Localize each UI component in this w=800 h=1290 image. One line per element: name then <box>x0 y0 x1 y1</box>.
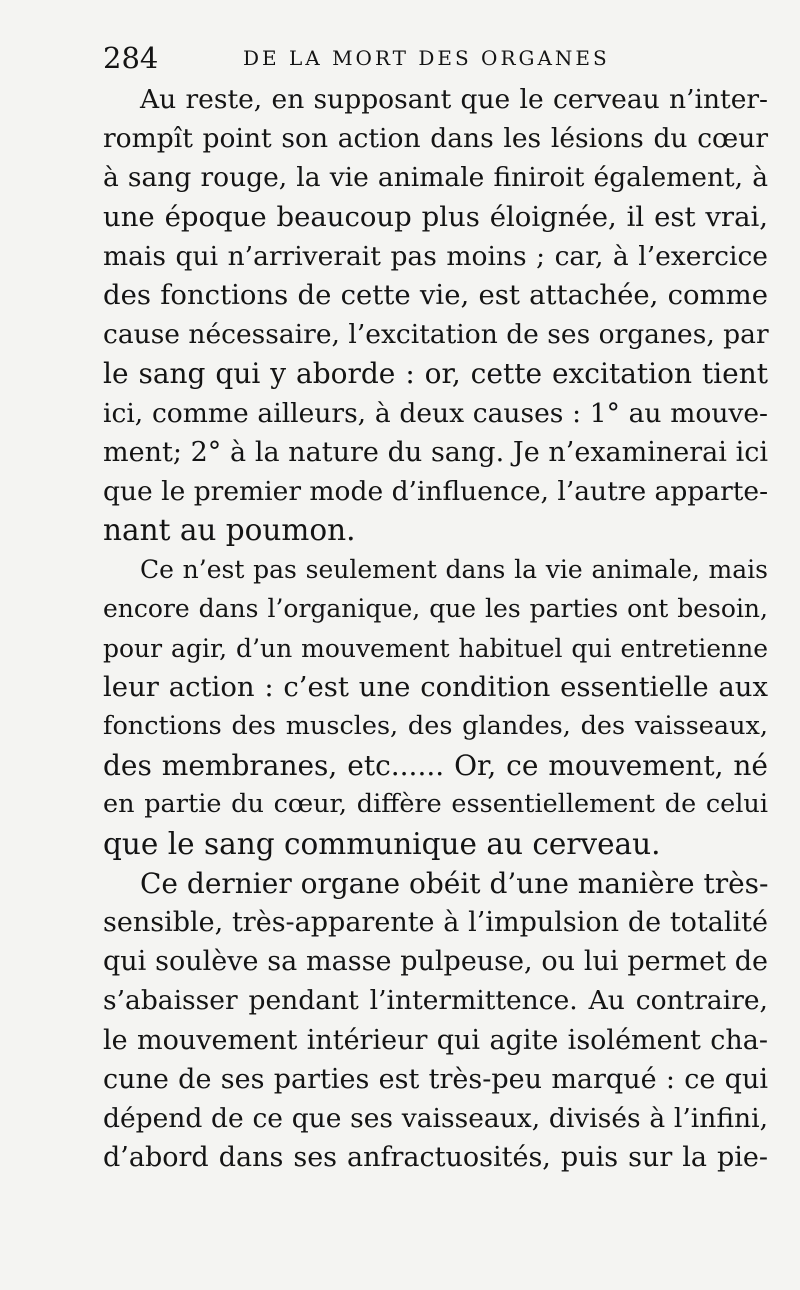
text-line: des membranes, etc...... Or, ce mouvement, né <box>103 749 768 783</box>
text-line: nant au poumon. <box>103 513 356 548</box>
text-line: que le premier mode d’influence, l’autre apparte- <box>103 475 769 507</box>
text-line: Au reste, en supposant que le cerveau n’inter- <box>140 84 768 115</box>
text-line: Ce n’est pas seulement dans la vie animale, mais <box>140 555 768 585</box>
text-line: le sang qui y aborde : or, cette excitation tient <box>103 357 768 391</box>
paragraph-3 <box>103 864 768 1178</box>
text-line: d’abord dans ses anfractuosités, puis sur la pie- <box>103 1142 768 1174</box>
text-line: à sang rouge, la vie animale finiroit également, à <box>103 162 768 194</box>
text-line: cune de ses parties est très-peu marqué : ce qui <box>103 1063 768 1095</box>
running-head: DE LA MORT DES ORGANES <box>243 46 610 70</box>
paragraph-2 <box>103 550 768 864</box>
text-line: ment; 2° à la nature du sang. Je n’examinerai ici <box>103 436 768 468</box>
text-line: cause nécessaire, l’excitation de ses organes, par <box>103 319 769 351</box>
page-header <box>103 38 623 78</box>
text-line: en partie du cœur, diffère essentiellement de celui <box>103 789 768 820</box>
text-line: pour agir, d’un mouvement habituel qui entretienne <box>103 633 768 663</box>
text-line: sensible, très-apparente à l’impulsion de totalité <box>103 906 768 938</box>
page-number: 284 <box>103 41 159 75</box>
text-line: rompît point son action dans les lésions du cœur <box>103 123 768 155</box>
text-line: leur action : c’est une condition essentielle aux <box>103 670 768 703</box>
text-line: le mouvement intérieur qui agite isolément cha- <box>103 1024 768 1056</box>
text-line: mais qui n’arriverait pas moins ; car, à l’exercice <box>103 240 768 272</box>
text-line: que le sang communique au cerveau. <box>103 826 661 861</box>
text-line: s’abaisser pendant l’intermittence. Au contraire, <box>103 985 768 1017</box>
text-line: une époque beaucoup plus éloignée, il est vrai, <box>103 200 768 233</box>
paragraph-1 <box>103 80 768 550</box>
text-line: encore dans l’organique, que les parties ont besoin, <box>103 594 768 624</box>
body-text <box>103 80 768 1177</box>
text-line: des fonctions de cette vie, est attachée, comme <box>103 278 768 311</box>
text-line: dépend de ce que ses vaisseaux, divisés à l’infini, <box>103 1102 768 1134</box>
text-line: fonctions des muscles, des glandes, des vaisseaux, <box>103 711 768 741</box>
text-line: ici, comme ailleurs, à deux causes : 1° au mouve- <box>103 397 768 429</box>
text-line: Ce dernier organe obéit d’une manière très- <box>140 866 769 900</box>
text-line: qui soulève sa masse pulpeuse, ou lui permet de <box>103 946 768 978</box>
